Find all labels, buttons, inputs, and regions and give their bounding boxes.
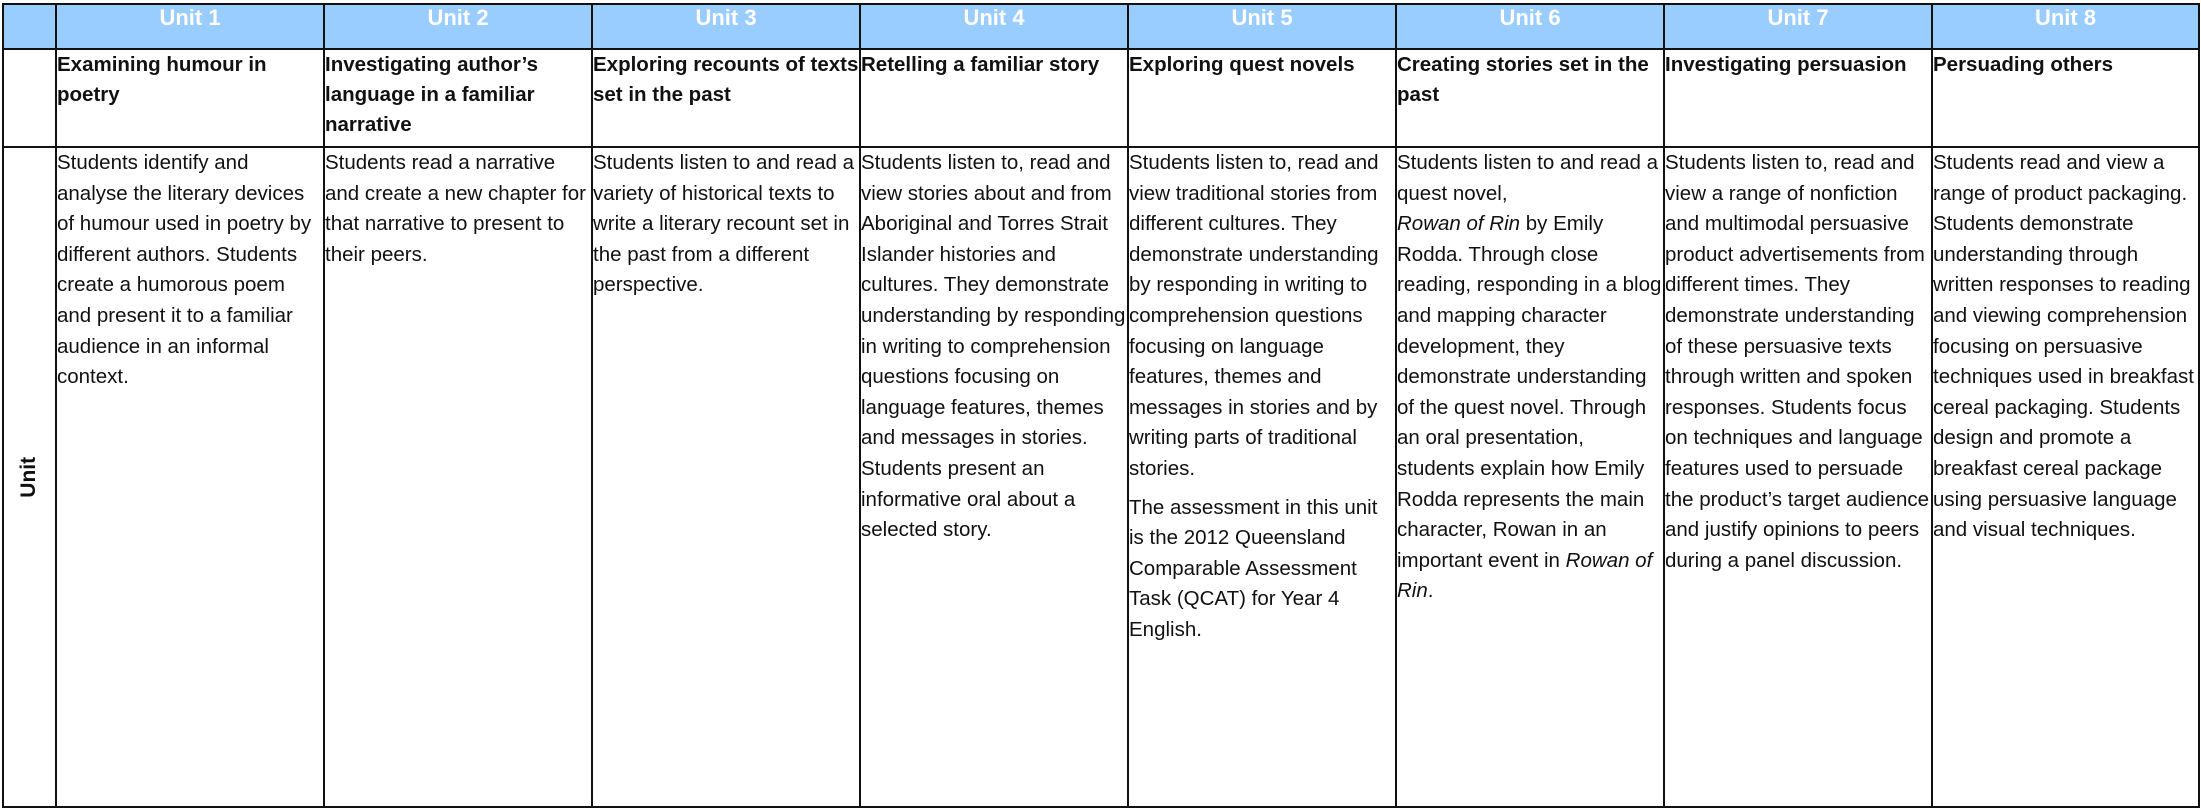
unit-header-3: Unit 3: [592, 4, 860, 49]
row-label-cell: [3, 147, 56, 807]
unit-title-4: Retelling a familiar story: [860, 49, 1128, 147]
unit-header-8: Unit 8: [1932, 4, 2199, 49]
description-part: .: [1427, 579, 1434, 603]
unit-header-2: Unit 2: [324, 4, 592, 49]
unit-description-6: [1396, 147, 1664, 807]
unit-description-3: [592, 147, 860, 807]
description-text: Students listen to, read and view stories about and from Aboriginal and Torres Strait Islander histories and cultures. They demonstrate understanding by responding in writing to comprehension questions focusing on language features, themes and messages in stories. Students present an informative oral about a selected story.: [861, 151, 1126, 542]
unit-description-5: [1128, 147, 1396, 807]
unit-title-1: Examining humour in poetry: [56, 49, 324, 147]
unit-description-1: [56, 147, 324, 807]
unit-description-row: [3, 147, 2199, 807]
description-text: Students read a narrative and create a new chapter for that narrative to present to their peers.: [325, 151, 586, 266]
unit-header-5: Unit 5: [1128, 4, 1396, 49]
row-label: Unit: [17, 456, 41, 498]
description-text: Students listen to, read and view a range of nonfiction and multimodal persuasive product advertisements from different times. They demonstrate understanding of these persuasive texts through written and spoken responses. Students focus on techniques and language features used to persuade the product’s target audience and justify opinions to peers during a panel discussion.: [1665, 151, 1930, 572]
unit-overview-table: [2, 3, 2200, 808]
unit-header-row: [3, 4, 2199, 49]
unit-title-3: Exploring recounts of texts set in the past: [592, 49, 860, 147]
description-part: by Emily Rodda. Through close reading, responding in a blog and mapping character development, they demonstrate understanding of the quest novel. Through an oral presentation, students explain how Emily Rodda represents the main character, Rowan in an important event in: [1397, 212, 1662, 572]
unit-header-4: Unit 4: [860, 4, 1128, 49]
unit-title-6: Creating stories set in the past: [1396, 49, 1664, 147]
assessment-note: The assessment in this unit is the 2012 Queensland Comparable Assessment Task (QCAT) for Year 4 English.: [1129, 495, 1378, 641]
unit-description-7: [1664, 147, 1932, 807]
unit-title-8: Persuading others: [1932, 49, 2199, 147]
description-text: Students listen to and read a variety of historical texts to write a literary recount set in the past from a different perspective.: [593, 151, 854, 297]
corner-cell: [3, 4, 56, 49]
description-text: [1397, 148, 1663, 607]
description-part: Students listen to and read a quest novel,: [1397, 151, 1658, 205]
novel-title: Rowan of Rin: [1397, 212, 1521, 236]
unit-header-1: Unit 1: [56, 4, 324, 49]
novel-title: Rowan of Rin: [1397, 548, 1653, 603]
unit-title-7: Investigating persuasion: [1664, 49, 1932, 147]
unit-header-7: Unit 7: [1664, 4, 1932, 49]
unit-description-2: [324, 147, 592, 807]
description-text: Students read and view a range of product packaging. Students demonstrate understanding through written responses to reading and viewing comprehension focusing on persuasive techniques used in breakfast cereal packaging. Students design and promote a breakfast cereal package using persuasive language and visual techniques.: [1933, 151, 2194, 542]
description-text: Students listen to, read and view traditional stories from different cultures. They demonstrate understanding by responding in writing to comprehension questions focusing on language features, themes and messages in stories and by writing parts of traditional stories.: [1129, 151, 1379, 480]
side-cell-top: [3, 49, 56, 147]
unit-title-row: [3, 49, 2199, 147]
unit-title-5: Exploring quest novels: [1128, 49, 1396, 147]
unit-description-4: [860, 147, 1128, 807]
unit-description-8: [1932, 147, 2199, 807]
unit-title-2: Investigating author’s language in a familiar narrative: [324, 49, 592, 147]
unit-header-6: Unit 6: [1396, 4, 1664, 49]
description-text: Students identify and analyse the literary devices of humour used in poetry by different authors. Students create a humorous poem and present it to a familiar audience in an informal context.: [57, 151, 312, 389]
